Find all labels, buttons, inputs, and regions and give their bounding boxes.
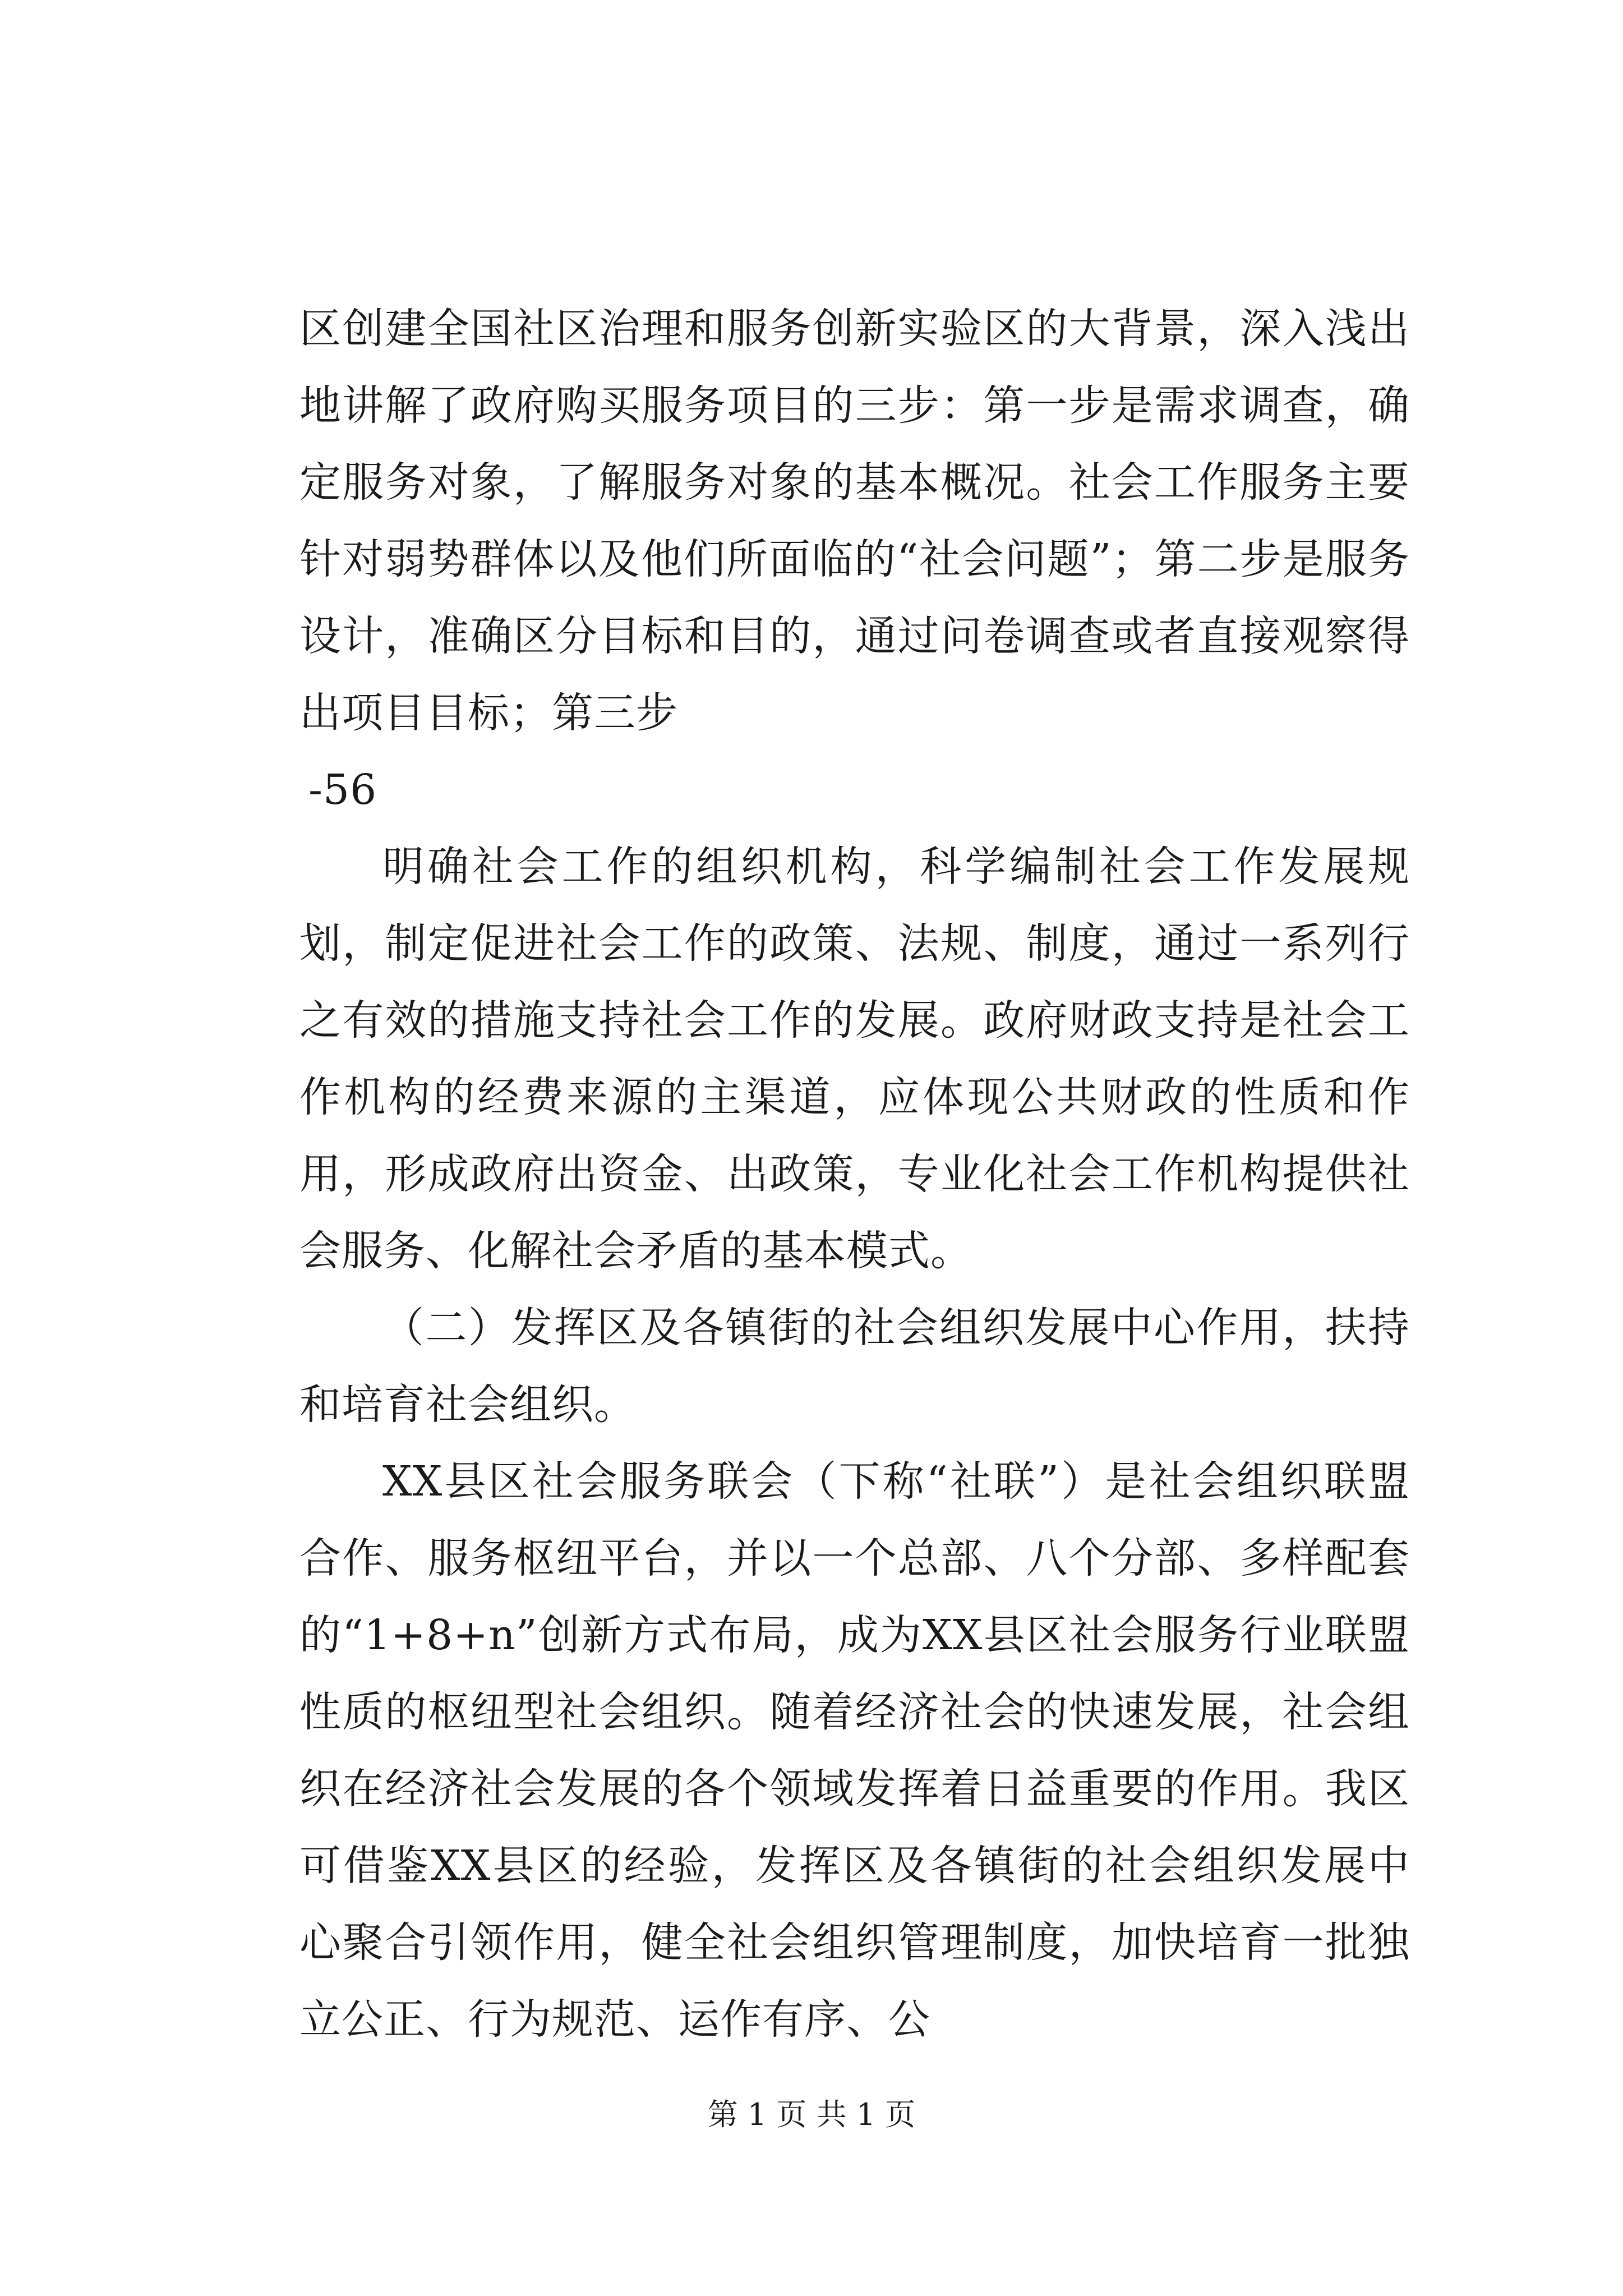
page-footer: 第 1 页 共 1 页: [707, 2097, 916, 2132]
page-marker: -56: [308, 766, 377, 814]
paragraph-1: 区创建全国社区治理和服务创新实验区的大背景，深入浅出地讲解了政府购买服务项目的三步：第一步是需求调查，确定服务对象，了解服务对象的基本概况。社会工作服务主要针对弱势群体以及他们所面临的“社会问题”；第二步是服务设计，准确区分目标和目的，通过问卷调查或者直接观察得出项目目标；第三步: [299, 305, 1410, 737]
paragraph-3: XX县区社会服务联会（下称“社联”）是社会组织联盟合作、服务枢纽平台，并以一个总部、八个分部、多样配套的“1+8+n”创新方式布局，成为XX县区社会服务行业联盟性质的枢纽型社会组织。随着经济社会的快速发展，社会组织在经济社会发展的各个领域发挥着日益重要的作用。我区可借鉴XX县区的经验，发挥区及各镇街的社会组织发展中心聚合引领作用，健全社会组织管理制度，加快培育一批独立公正、行为规范、运作有序、公: [299, 1457, 1410, 2044]
section-heading: （二）发挥区及各镇街的社会组织发展中心作用，扶持和培育社会组织。: [299, 1304, 1410, 1429]
paragraph-2: 明确社会工作的组织机构，科学编制社会工作发展规划，制定促进社会工作的政策、法规、制度，通过一系列行之有效的措施支持社会工作的发展。政府财政支持是社会工作机构的经费来源的主渠道，应体现公共财政的性质和作用，形成政府出资金、出政策，专业化社会工作机构提供社会服务、化解社会矛盾的基本模式。: [299, 843, 1410, 1275]
document-body: [299, 291, 1410, 2058]
